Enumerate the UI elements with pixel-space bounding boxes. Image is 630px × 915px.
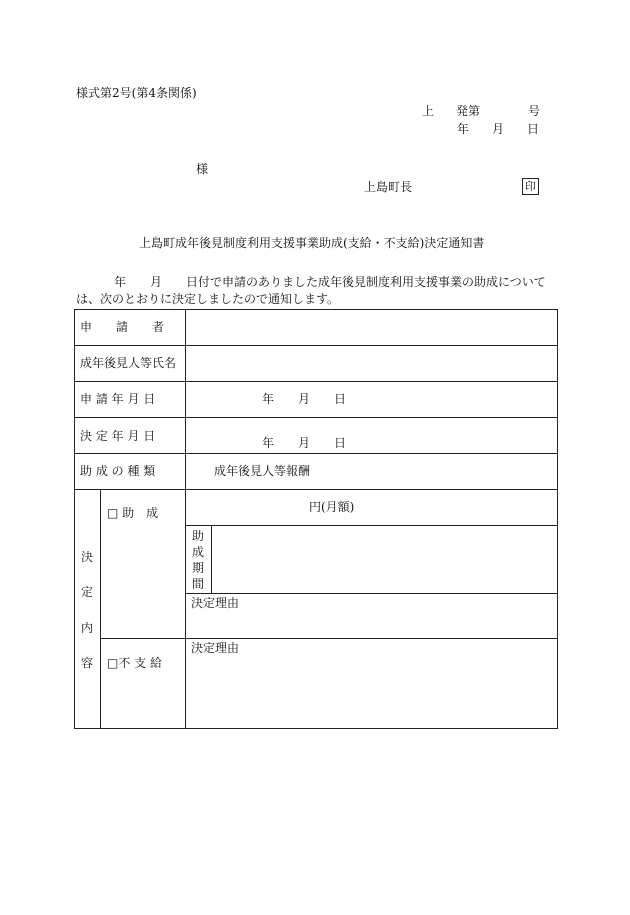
period-char-2: 成 — [192, 545, 205, 559]
body-line-2: は、次のとおりに決定しましたので通知します。 — [76, 292, 340, 306]
body-line-1: 年 月 日付で申請のありました成年後見制度利用支援事業の助成について — [114, 275, 546, 289]
document-title: 上島町成年後見制度利用支援事業助成(支給・不支給)決定通知書 — [139, 236, 485, 250]
issue-number-suffix: 号 — [528, 104, 541, 118]
application-date-label: 申 請 年 月 日 — [80, 392, 156, 406]
mayor-name: 上島町長 — [364, 180, 413, 194]
grant-reason-label: 決定理由 — [191, 596, 240, 610]
decision-content-char-2: 定 — [81, 585, 94, 599]
guardian-name-label: 成年後見人等氏名 — [80, 356, 177, 370]
decision-date-label: 決 定 年 月 日 — [80, 429, 156, 443]
decision-content-char-1: 決 — [81, 550, 94, 564]
decision-content-char-4: 容 — [81, 656, 94, 670]
decision-date-value: 年 月 日 — [262, 436, 347, 450]
issue-prefix: 上 — [422, 104, 435, 118]
issue-date-year: 年 — [457, 122, 470, 136]
decision-content-char-3: 内 — [81, 621, 94, 635]
application-date-value: 年 月 日 — [262, 392, 347, 406]
period-char-3: 期 — [192, 561, 205, 575]
issue-number-mid: 発第 — [456, 104, 481, 118]
applicant-label: 申 請 者 — [80, 320, 165, 334]
issue-date-day: 日 — [527, 122, 540, 136]
form-number: 様式第2号(第4条関係) — [76, 86, 197, 100]
recipient-suffix: 様 — [196, 162, 209, 176]
seal-mark: 印 — [522, 178, 539, 195]
deny-reason-label: 決定理由 — [191, 641, 240, 655]
grant-checkbox-option[interactable]: □ 助 成 — [107, 506, 159, 520]
subsidy-type-value: 成年後見人等報酬 — [214, 464, 311, 478]
issue-date-month: 月 — [492, 122, 505, 136]
period-char-4: 間 — [192, 577, 205, 591]
monthly-amount-label: 円(月額) — [309, 500, 355, 514]
period-char-1: 助 — [192, 529, 205, 543]
deny-checkbox-option[interactable]: □不 支 給 — [107, 656, 162, 670]
subsidy-type-label: 助 成 の 種 類 — [80, 464, 156, 478]
